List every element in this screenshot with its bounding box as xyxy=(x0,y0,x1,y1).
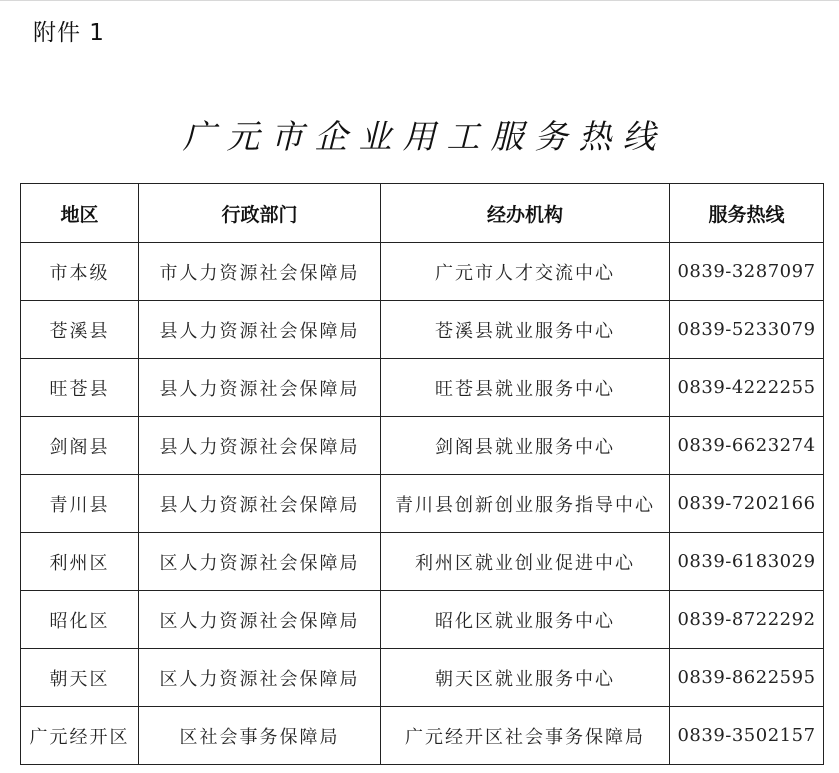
agency-cell: 剑阁县就业服务中心 xyxy=(381,417,670,475)
header-region: 地区 xyxy=(21,184,139,243)
table-row xyxy=(21,475,824,533)
agency-cell: 广元经开区社会事务保障局 xyxy=(381,707,670,765)
region-cell: 利州区 xyxy=(21,533,139,591)
region-cell: 昭化区 xyxy=(21,591,139,649)
table-row xyxy=(21,533,824,591)
department-cell: 市人力资源社会保障局 xyxy=(139,243,381,301)
agency-cell: 苍溪县就业服务中心 xyxy=(381,301,670,359)
hotline-cell: 0839-6623274 xyxy=(670,417,824,475)
hotline-cell: 0839-6183029 xyxy=(670,533,824,591)
department-cell: 县人力资源社会保障局 xyxy=(139,475,381,533)
agency-cell: 利州区就业创业促进中心 xyxy=(381,533,670,591)
region-cell: 朝天区 xyxy=(21,649,139,707)
agency-cell: 朝天区就业服务中心 xyxy=(381,649,670,707)
attachment-label: 附件 1 xyxy=(33,20,105,46)
table-header-row xyxy=(21,184,824,243)
hotline-cell: 0839-4222255 xyxy=(670,359,824,417)
region-cell: 旺苍县 xyxy=(21,359,139,417)
table-row xyxy=(21,301,824,359)
table-row xyxy=(21,417,824,475)
table-row xyxy=(21,649,824,707)
department-cell: 县人力资源社会保障局 xyxy=(139,359,381,417)
region-cell: 苍溪县 xyxy=(21,301,139,359)
header-department: 行政部门 xyxy=(139,184,381,243)
department-cell: 区社会事务保障局 xyxy=(139,707,381,765)
hotline-cell: 0839-8722292 xyxy=(670,591,824,649)
agency-cell: 昭化区就业服务中心 xyxy=(381,591,670,649)
department-cell: 区人力资源社会保障局 xyxy=(139,591,381,649)
department-cell: 区人力资源社会保障局 xyxy=(139,649,381,707)
hotline-cell: 0839-8622595 xyxy=(670,649,824,707)
hotline-cell: 0839-7202166 xyxy=(670,475,824,533)
table-row xyxy=(21,707,824,765)
header-agency: 经办机构 xyxy=(381,184,670,243)
top-border-line xyxy=(0,0,839,1)
hotline-cell: 0839-5233079 xyxy=(670,301,824,359)
region-cell: 青川县 xyxy=(21,475,139,533)
hotline-cell: 0839-3502157 xyxy=(670,707,824,765)
agency-cell: 旺苍县就业服务中心 xyxy=(381,359,670,417)
header-hotline: 服务热线 xyxy=(670,184,824,243)
department-cell: 县人力资源社会保障局 xyxy=(139,301,381,359)
hotline-cell: 0839-3287097 xyxy=(670,243,824,301)
document-title: 广元市企业用工服务热线 xyxy=(182,117,667,156)
hotline-table xyxy=(20,183,824,765)
table-row xyxy=(21,591,824,649)
region-cell: 广元经开区 xyxy=(21,707,139,765)
region-cell: 剑阁县 xyxy=(21,417,139,475)
region-cell: 市本级 xyxy=(21,243,139,301)
department-cell: 县人力资源社会保障局 xyxy=(139,417,381,475)
table-row xyxy=(21,243,824,301)
agency-cell: 广元市人才交流中心 xyxy=(381,243,670,301)
department-cell: 区人力资源社会保障局 xyxy=(139,533,381,591)
agency-cell: 青川县创新创业服务指导中心 xyxy=(381,475,670,533)
table-row xyxy=(21,359,824,417)
